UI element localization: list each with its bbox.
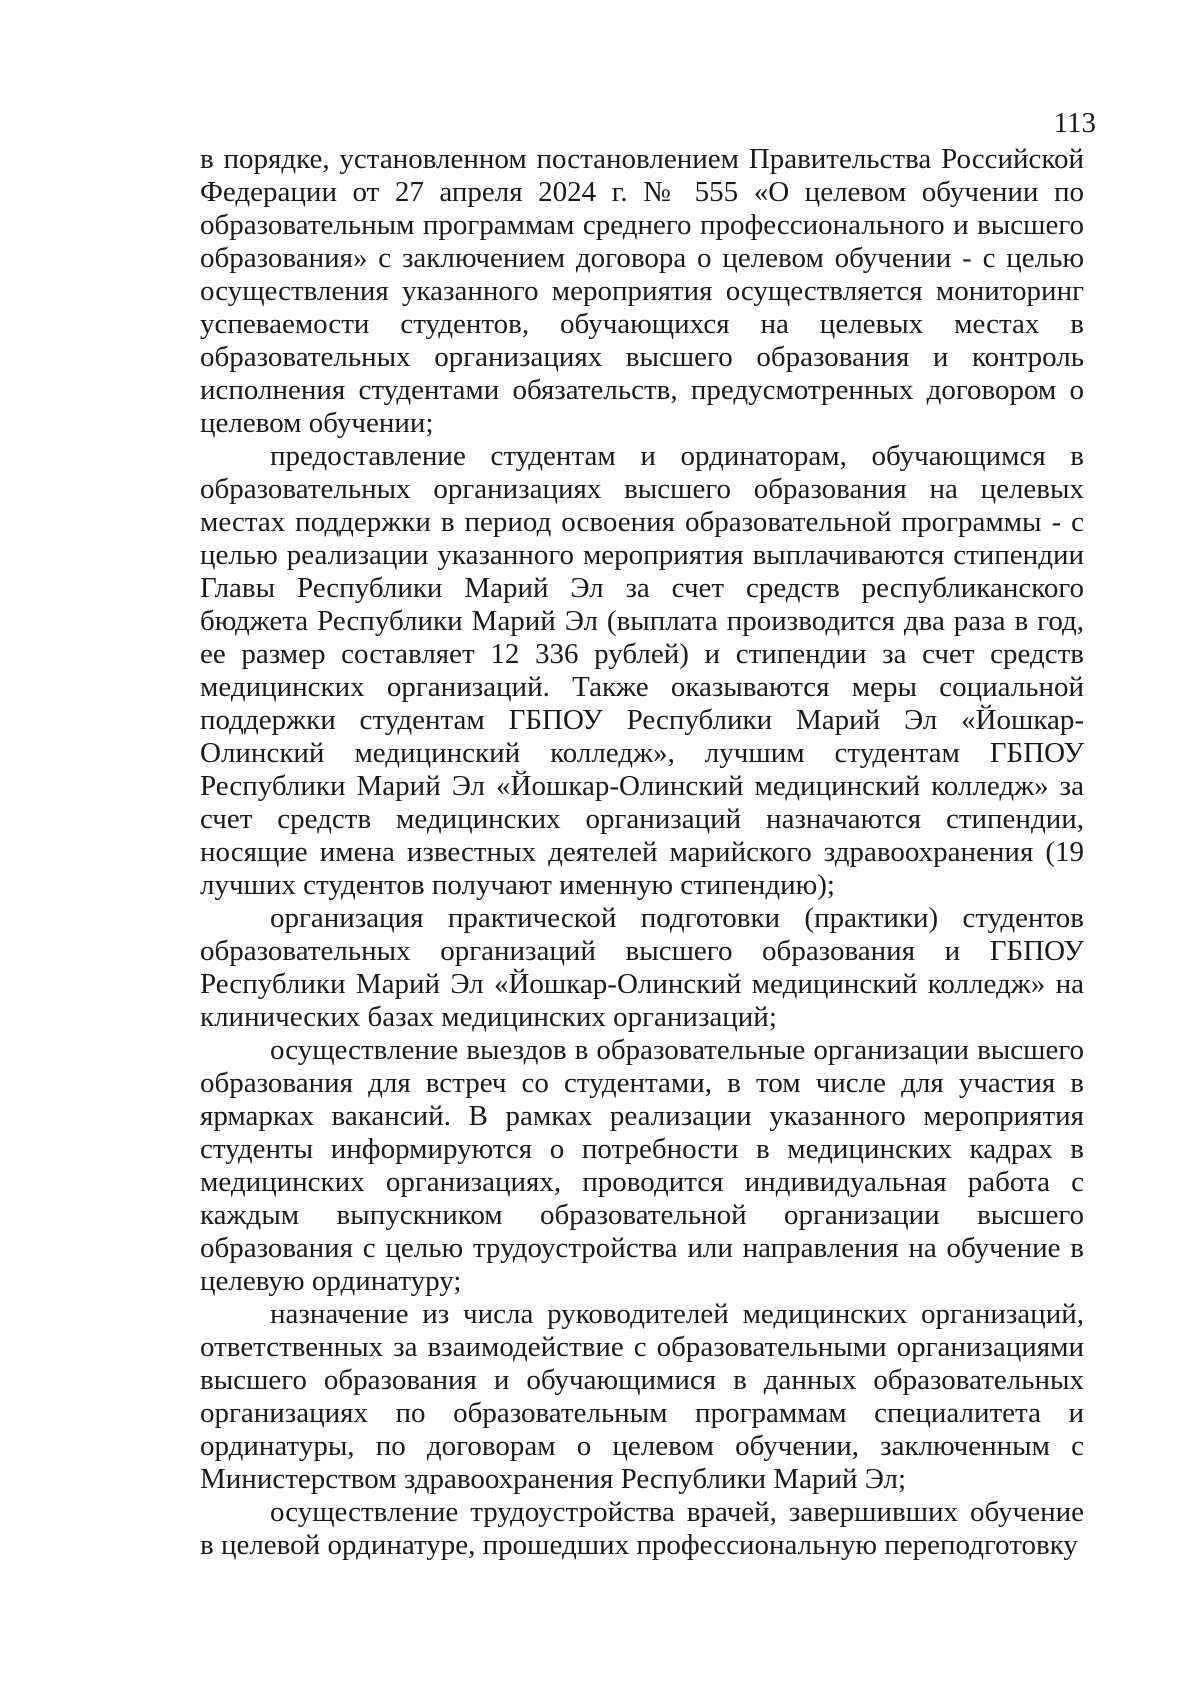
document-body (200, 143, 1084, 1562)
paragraph-practical-training: организация практической подготовки (практики) студентов образовательных организаций высшего образования и ГБПОУ Республики Марий Эл «Йошкар-Олинский медицинский колледж» на клинических базах медицинских организаций; (200, 902, 1084, 1033)
paragraph-university-visits: осуществление выездов в образовательные организации высшего образования для встреч со студентами, в том числе для участия в ярмарках вакансий. В рамках реализации указанного мероприятия студенты информируются о потребности в медицинских кадрах в медицинских организациях, проводится индивидуальная работа с каждым выпускником образовательной организации высшего образования с целью трудоустройства или направления на обучение в целевую ординатуру; (200, 1034, 1084, 1297)
page-number: 113 (1053, 107, 1096, 139)
paragraph-responsible-managers: назначение из числа руководителей медицинских организаций, ответственных за взаимодействие с образовательными организациями высшего образования и обучающимися в данных образовательных организациях по образовательным программам специалитета и ординатуры, по договорам о целевом обучении, заключенным с Министерством здравоохранения Республики Марий Эл; (200, 1298, 1084, 1495)
paragraph-doctor-employment: осуществление трудоустройства врачей, завершивших обучение в целевой ординатуре, прошедших профессиональную переподготовку (200, 1496, 1084, 1561)
paragraph-targeted-training-continuation: в порядке, установленном постановлением Правительства Российской Федерации от 27 апреля 2024 г. № 555 «О целевом обучении по образовательным программам среднего профессионального и высшего образования» с заключением договора о целевом обучении - с целью осуществления указанного мероприятия осуществляется мониторинг успеваемости студентов, обучающихся на целевых местах в образовательных организациях высшего образования и контроль исполнения студентами обязательств, предусмотренных договором о целевом обучении; (200, 143, 1084, 439)
paragraph-student-support: предоставление студентам и ординаторам, обучающимся в образовательных организациях высшего образования на целевых местах поддержки в период освоения образовательной программы - с целью реализации указанного мероприятия выплачиваются стипендии Главы Республики Марий Эл за счет средств республиканского бюджета Республики Марий Эл (выплата производится два раза в год, ее размер составляет 12 336 рублей) и стипендии за счет средств медицинских организаций. Также оказываются меры социальной поддержки студентам ГБПОУ Республики Марий Эл «Йошкар-Олинский медицинский колледж», лучшим студентам ГБПОУ Республики Марий Эл «Йошкар-Олинский медицинский колледж» за счет средств медицинских организаций назначаются стипендии, носящие имена известных деятелей марийского здравоохранения (19 лучших студентов получают именную стипендию); (200, 440, 1084, 901)
